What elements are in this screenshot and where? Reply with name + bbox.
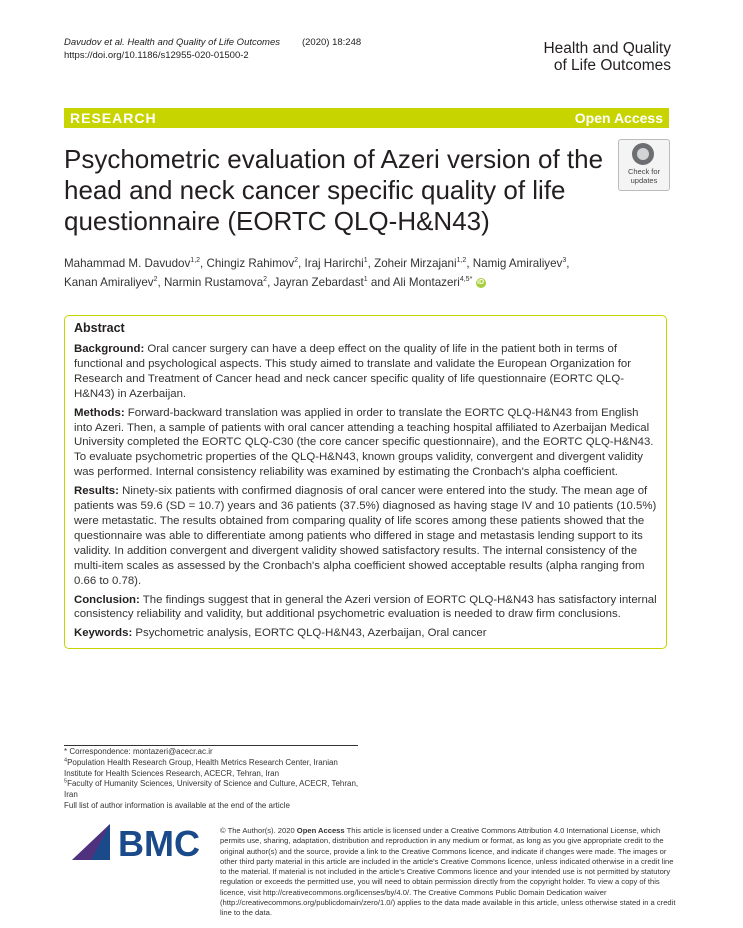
abstract-heading: Abstract (74, 321, 125, 335)
article-title: Psychometric evaluation of Azeri version of the head and neck cancer specific quality of life questionnaire (EORTC QLQ-H&N43) (64, 144, 604, 236)
section-banner (64, 108, 669, 128)
journal-name-line1: Health and Quality (543, 40, 671, 57)
abstract-background: Background: Oral cancer surgery can have a deep effect on the quality of life in the patient both in terms of functional and psychological aspects. This study aimed to translate and validate the European Organization for Research and Treatment of Cancer head and neck cancer specific quality of life questionnaire (EORTC QLQ-H&N43) in Azerbaijan. (74, 343, 632, 400)
author: Kanan Amiraliyev$^2$ (64, 276, 158, 289)
author: Jayran Zebardast$^1$ (273, 276, 368, 289)
bmc-logo (72, 822, 212, 862)
author: Zoheir Mirzajani$^{1,2}$ (374, 257, 467, 270)
author: Mahammad M. Davudov$^{1,2}$ (64, 257, 201, 270)
license-text: © The Author(s). 2020 Open Access This article is licensed under a Creative Commons Attribution 4.0 International License, which permits use, sharing, adaptation, distribution and reproduction in any medium or format, as long as you give appropriate credit to the original author(s) and the source, provide a link to the Creative Commons licence, and indicate if changes were made. The images or other third party material in this article are included in the article's Creative Commons licence, unless indicated otherwise in a credit line to the material. If material is not included in the article's Creative Commons licence and your intended use is not permitted by statutory regulation or exceeds the permitted use, you will need to obtain permission directly from the copyright holder. To view a copy of this licence, visit http://creativecommons.org/licenses/by/4.0/. The Creative Commons Public Domain Dedication waiver (http://creativecommons.org/publicdomain/zero/1.0/) applies to the data made available in this article, unless otherwise stated in a credit line to the data. (220, 826, 676, 918)
author: Ali Montazeri$^{4,5*}$ (392, 276, 473, 289)
check-for-updates-line1: Check for (627, 167, 661, 176)
journal-name (543, 40, 671, 74)
author-info-note: Full list of author information is available at the end of the article (64, 800, 290, 810)
abstract-conclusion: Conclusion: The findings suggest that in general the Azeri version of EORTC QLQ-H&N43 has satisfactory internal consistency reliability and validity, but additional psychometric evaluation is needed to draw firm conclusions. (74, 593, 657, 621)
correspondence: * Correspondence: montazeri@acecr.ac.ir (64, 747, 213, 756)
author: Chingiz Rahimov$^2$ (206, 257, 299, 270)
orcid-icon[interactable]: iD (477, 278, 485, 286)
abstract-box (64, 315, 667, 649)
check-for-updates-label (619, 168, 669, 185)
affiliation-5: $^5$Faculty of Humanity Sciences, University of Science and Culture, ACECR, Tehran, Iran (64, 778, 359, 800)
citation-journal: Davudov et al. Health and Quality of Life Outcomes (64, 37, 280, 48)
journal-name-line2: of Life Outcomes (553, 57, 671, 74)
citation-header (64, 36, 361, 62)
citation-year: (2020) 18:248 (301, 37, 362, 48)
author: Namig Amiraliyev$^3$ (472, 257, 567, 270)
check-for-updates-button[interactable] (618, 139, 670, 191)
abstract-results: Results: Ninety-six patients with confirmed diagnosis of oral cancer were entered into the study. The mean age of patients was 59.6 (SD = 10.7) years and 36 patients (37.5%) diagnosed as having stage IV and 10 patients (10.5%) were metastatic. The results obtained from comparing quality of life scores among these patients showed that the questionnaire was able to differentiate among patients who differed in stage and metastasis lending support to its validity. In addition convergent and divergent validity showed satisfactory results. The internal consistency of the multi-item scales as assessed by the Cronbach's alpha coefficient showed acceptable results (alpha ranging from 0.66 to 0.78). (74, 485, 657, 587)
abstract-keywords: Keywords: Psychometric analysis, EORTC QLQ-H&N43, Azerbaijan, Oral cancer (74, 627, 487, 640)
author: Narmin Rustamova$^2$ (163, 276, 268, 289)
footnotes (64, 747, 364, 812)
crossmark-icon (632, 143, 654, 165)
cc0-link[interactable]: http://creativecommons.org/publicdomain/zero/1.0/ (222, 898, 393, 908)
bmc-logo-text: BMC (118, 823, 200, 862)
license-link[interactable]: http://creativecommons.org/licenses/by/4.0/ (263, 887, 410, 897)
doi-link[interactable]: https://doi.org/10.1186/s12955-020-01500-2 (64, 50, 249, 61)
abstract-methods: Methods: Forward-backward translation was applied in order to translate the EORTC QLQ-H&N43 from English into Azeri. Then, a sample of patients with oral cancer attending a teaching hospital affiliated to Azerbaijan Medical University completed the EORTC QLQ-C30 (the core cancer specific questionnaire), and the EORTC QLQ-H&N43. To evaluate psychometric properties of the QLQ-H&N43, known groups validity, convergent and divergent validity was performed. Internal consistency reliability was examined by estimating the Cronbach's alpha coefficient. (74, 406, 654, 479)
footnote-divider (64, 745, 358, 746)
affiliation-4: $^4$Population Health Research Group, Health Metrics Research Center, Iranian Institute for Health Sciences Research, ACECR, Tehran, Iran (64, 757, 338, 778)
open-access-label: Open Access (574, 110, 663, 126)
check-for-updates-line2: updates (630, 175, 658, 185)
author-list: Mahammad M. Davudov$^{1,2}$, Chingiz Rahimov$^2$, Iraj Harirchi$^1$, Zoheir Mirzajani$^{1,2}$, Namig Amiraliyev$^3$, Kanan Amiraliyev$^2$, Narmin Rustamova$^2$, Jayran Zebardast$^1$ and Ali Montazeri$^{4,5*}$ iD (64, 257, 570, 289)
author: Iraj Harirchi$^1$ (304, 257, 368, 270)
correspondence-email[interactable]: montazeri@acecr.ac.ir (132, 747, 213, 756)
section-label: RESEARCH (70, 110, 157, 126)
